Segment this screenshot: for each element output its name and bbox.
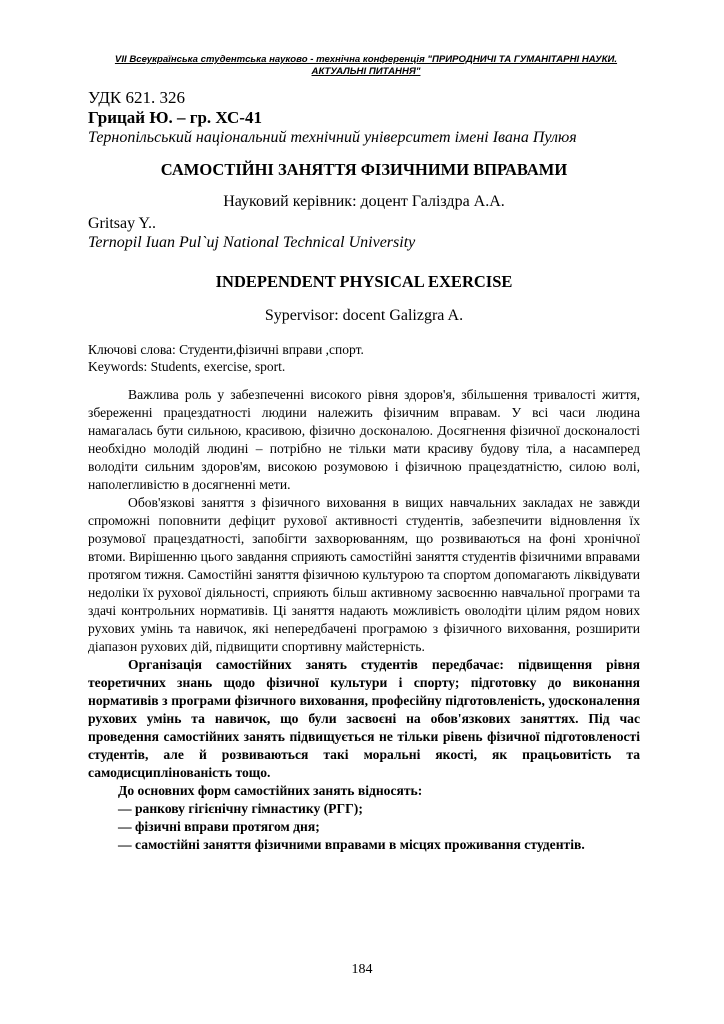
supervisor-ua: Науковий керівник: доцент Галіздра А.А.	[223, 193, 505, 210]
paragraph-2: Обов'язкові заняття з фізичного виховання в вищих навчальних закладах не завжди спроможні поповнити дефіцит рухової активності студентів, забезпечити відновлення їх розумової працездатності, запобігти захворюванням, що розвиваються на фоні хронічної втоми. Вирішенню цього завдання сприяють самостійні заняття студентів фізичними вправами протягом тижня. Самостійні заняття фізичною культурою та спортом допомагають ліквідувати недоліки їх рухової діяльності, сприяють більш активному засвоєнню навчальної програми та здачі контрольних нормативів. Ці заняття надають можливість оволодіти цілим рядом нових рухових умінь та навичок, які непередбачені програмою з фізичного виховання, розширити діапазон рухових дій, підвищити спортивну майстерність.	[88, 495, 640, 654]
paper-title-ua: САМОСТІЙНІ ЗАНЯТТЯ ФІЗИЧНИМИ ВПРАВАМИ	[160, 160, 568, 179]
udk-code: УДК 621. 326	[88, 88, 186, 107]
conference-header-line1: VII Всеукраїнська студентська науково - технічна конференція "ПРИРОДНИЧІ ТА ГУМАНІТАРНІ НАУКИ.	[114, 54, 618, 65]
supervisor-en: Sypervisor: docent Galizgra A.	[264, 307, 464, 324]
author-en: Gritsay Y..	[88, 215, 156, 232]
list-lead: До основних форм самостійних занять відносять:	[118, 783, 423, 798]
paragraph-1: Важлива роль у забезпеченні високого рівня здоров'я, збільшення тривалості життя, збереженні працездатності людини належить фізичним вправам. У всі часи людина намагалась бути сильною, красивою, фізично досконалою. Досягнення фізичної досконалості необхідно молодій людині – потрібно не тільки мати красиву будову тіла, а насамперед володіти сильним здоров'ям, високою розумовою і фізичною працездатністю, силою волі, наполегливістю в досягненні мети.	[88, 387, 640, 492]
page-number: 184	[351, 962, 373, 977]
body-text	[88, 386, 640, 854]
conference-header	[96, 54, 636, 78]
author-ua: Грицай Ю. – гр. ХС-41	[88, 108, 262, 127]
conference-header-line2: АКТУАЛЬНІ ПИТАННЯ"	[311, 66, 421, 77]
list-item: — фізичні вправи протягом дня;	[118, 819, 320, 834]
paragraph-3: Організація самостійних занять студентів передбачає: підвищення рівня теоретичних знань щодо фізичної культури і спорту; підготовку до виконання нормативів з програми фізичного виховання, професійну підготовленість, удосконалення рухових умінь та навичок, що були засвоєні на обов'язкових заняттях. Під час проведення самостійних занять підвищується не тільки рівень фізичної підготовленості студентів, але й розвиваються такі моральні якості, як працьовитість та самодисциплінованість тощо.	[88, 657, 640, 780]
keywords-ua: Ключові слова: Студенти,фізичні вправи ,спорт.	[88, 342, 364, 357]
list-item: — самостійні заняття фізичними вправами в місцях проживання студентів.	[118, 837, 585, 852]
university-en: Ternopil Iuan Pul`uj National Technical University	[88, 234, 416, 251]
paper-title-en: INDEPENDENT PHYSICAL EXERCISE	[215, 272, 513, 291]
university-ua: Тернопільський національний технічний університет імені Івана Пулюя	[88, 129, 577, 146]
keywords-en: Keywords: Students, exercise, sport.	[88, 359, 286, 374]
list-item: — ранкову гігієнічну гімнастику (РГГ);	[118, 801, 363, 816]
